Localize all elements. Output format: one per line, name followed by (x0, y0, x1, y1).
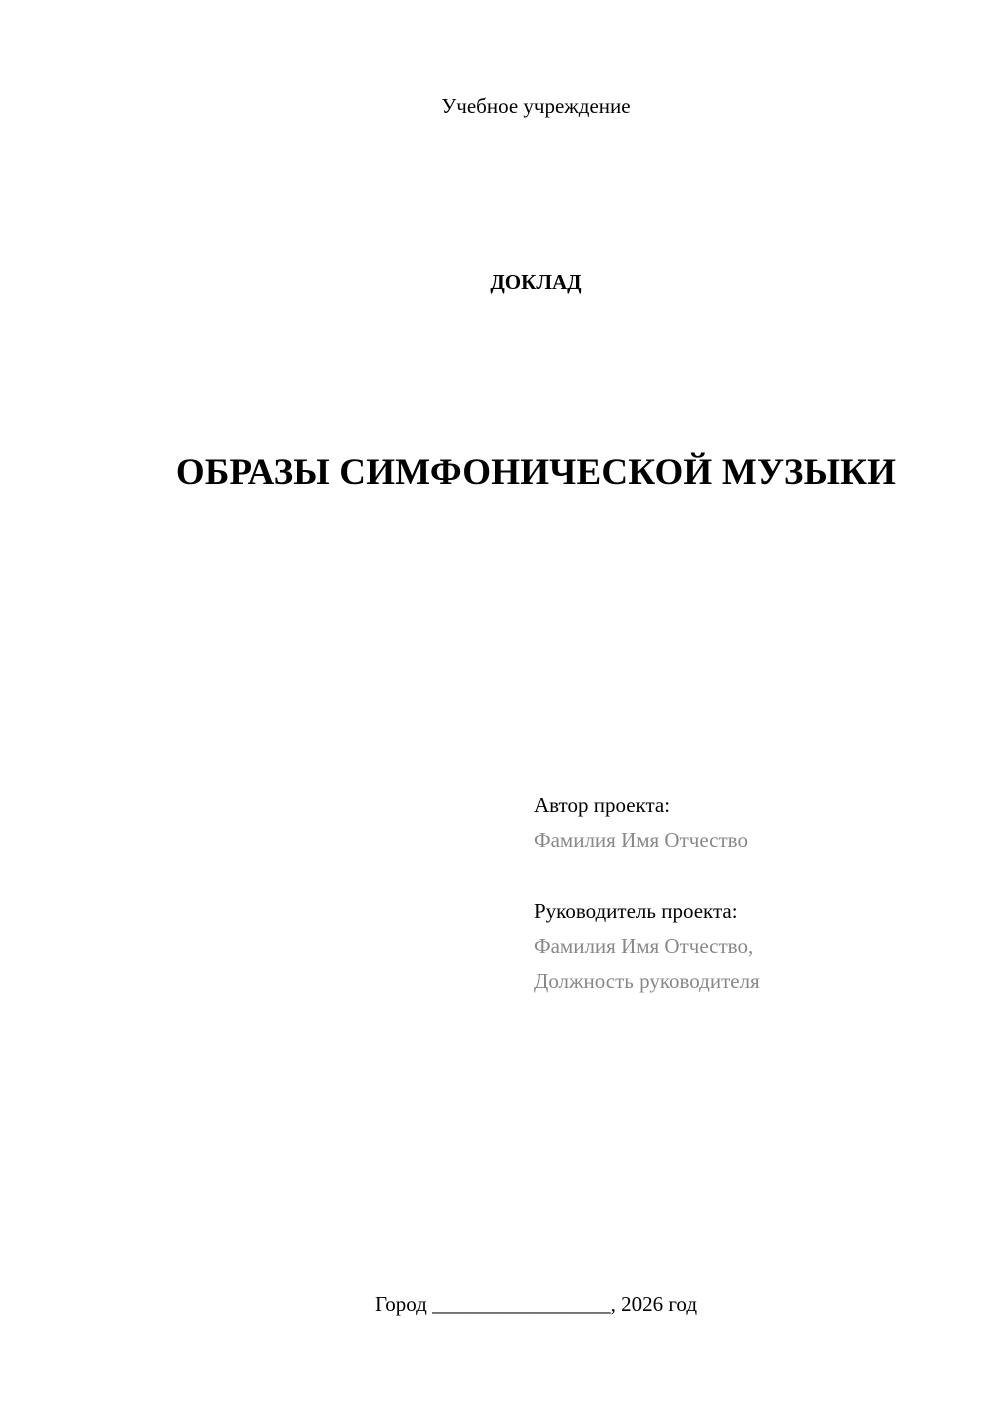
supervisor-label: Руководитель проекта: (534, 899, 738, 923)
author-label: Автор проекта: (534, 793, 671, 817)
author-name: Фамилия Имя Отчество (534, 828, 748, 852)
credits-spacer (534, 858, 974, 894)
document-type-label: ДОКЛАД (490, 270, 582, 294)
city-year-line: Город _________________, 2026 год (374, 1292, 698, 1316)
credits-block (534, 788, 974, 999)
supervisor-name: Фамилия Имя Отчество, (534, 934, 754, 958)
institution-name: Учебное учреждение (441, 94, 631, 118)
supervisor-position: Должность руководителя (534, 969, 760, 993)
document-title: ОБРАЗЫ СИМФОНИЧЕСКОЙ МУЗЫКИ (175, 452, 897, 493)
